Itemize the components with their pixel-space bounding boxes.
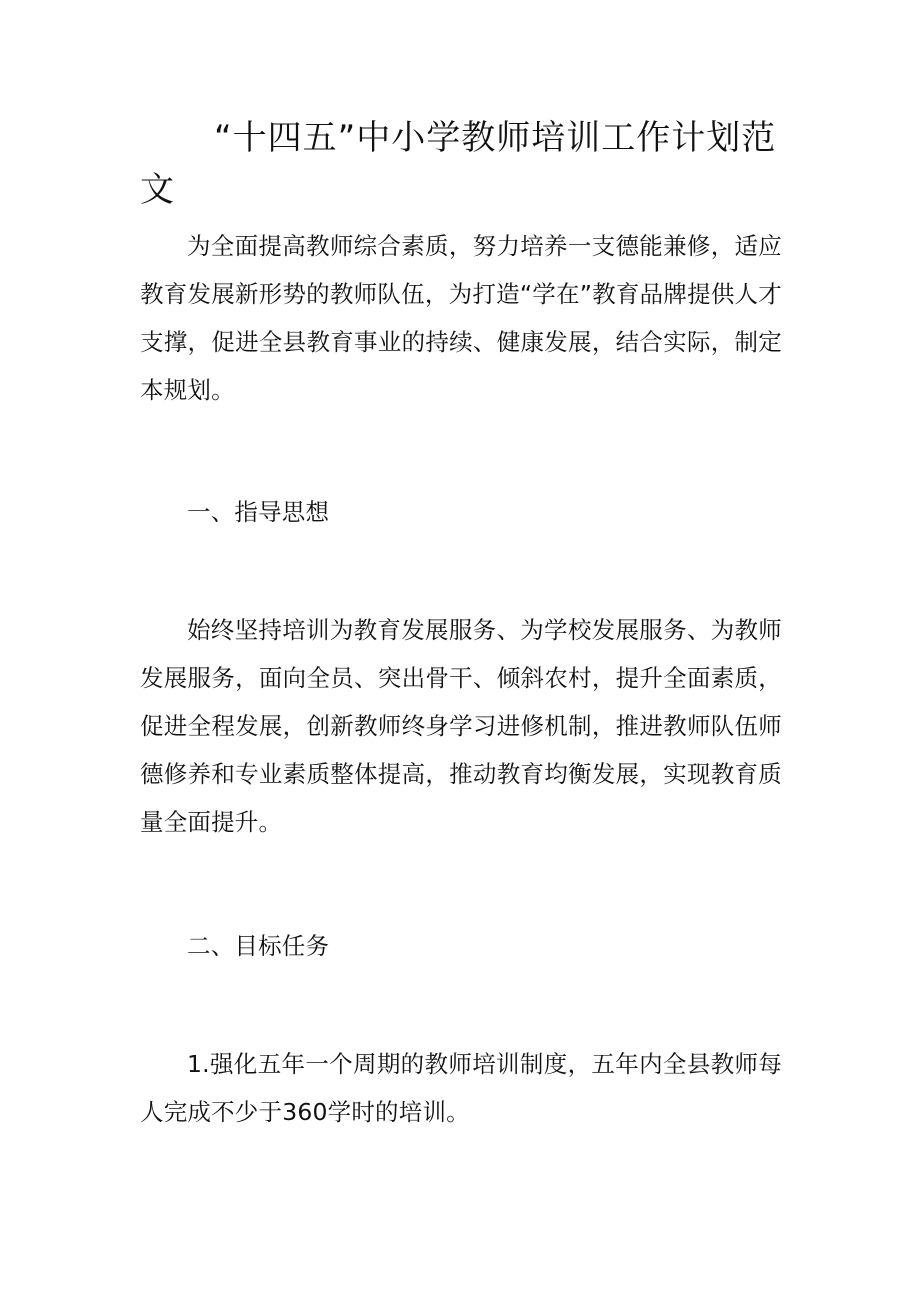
section-heading-guiding-ideology: 一、指导思想 [187, 498, 330, 526]
document-title: “十四五”中小学教师培训工作计划范文 [140, 118, 777, 210]
section-heading-goals-tasks: 二、目标任务 [187, 932, 330, 960]
guiding-ideology-paragraph: 始终坚持培训为教育发展服务、为学校发展服务、为教师发展服务，面向全员、突出骨干、倾斜农村，提升全面素质，促进全程发展，创新教师终身学习进修机制，推进教师队伍师德修养和专业素质整体提高，推动教育均衡发展，实现教育质量全面提升。 [140, 616, 782, 836]
intro-paragraph: 为全面提高教师综合素质，努力培养一支德能兼修，适应教育发展新形势的教师队伍，为打造“学在”教育品牌提供人才支撑，促进全县教育事业的持续、健康发展，结合实际，制定本规划。 [140, 232, 782, 404]
goals-tasks-paragraph: 1.强化五年一个周期的教师培训制度，五年内全县教师每人完成不少于360学时的培训。 [140, 1050, 782, 1126]
